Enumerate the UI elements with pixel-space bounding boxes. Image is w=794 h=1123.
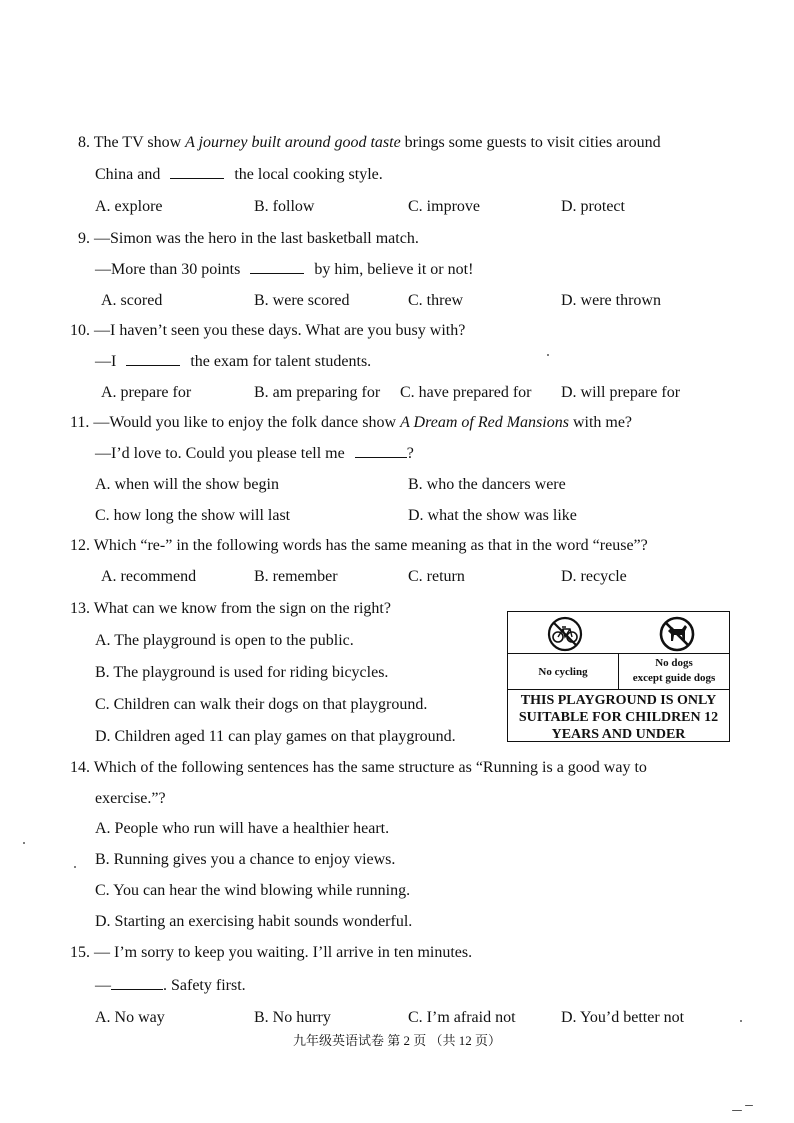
- option-8b: B. follow: [254, 198, 315, 215]
- question-14-stem-line2: exercise.”?: [95, 790, 166, 807]
- question-10-stem-line2: —I the exam for talent students.: [95, 353, 372, 370]
- option-15c: C. I’m afraid not: [408, 1009, 516, 1026]
- question-14-stem: 14. Which of the following sentences has the same structure as “Running is a good way to: [70, 759, 647, 776]
- sign-icons-row: [508, 612, 729, 654]
- option-14a: A. People who run will have a healthier heart.: [95, 820, 390, 837]
- option-8c: C. improve: [408, 198, 480, 215]
- option-15a: A. No way: [95, 1009, 165, 1026]
- question-12-stem: 12. Which “re-” in the following words has the same meaning as that in the word “reuse”?: [70, 537, 648, 554]
- option-15d: D. You’d better not: [561, 1009, 685, 1026]
- option-12b: B. remember: [254, 568, 338, 585]
- option-12d: D. recycle: [561, 568, 627, 585]
- no-cycling-icon: [546, 615, 584, 653]
- scan-speck: [74, 866, 76, 868]
- option-8a: A. explore: [95, 198, 163, 215]
- option-11b: B. who the dancers were: [408, 476, 566, 493]
- option-9c: C. threw: [408, 292, 464, 309]
- scan-speck: [740, 1020, 742, 1022]
- option-9b: B. were scored: [254, 292, 350, 309]
- option-14b: B. Running gives you a chance to enjoy views.: [95, 851, 396, 868]
- scan-speck: [745, 1105, 753, 1106]
- option-11c: C. how long the show will last: [95, 507, 291, 524]
- option-10b: B. am preparing for: [254, 384, 381, 401]
- answer-blank: [170, 165, 224, 179]
- answer-blank: [355, 444, 407, 458]
- option-12c: C. return: [408, 568, 465, 585]
- sign-notice: THIS PLAYGROUND IS ONLY SUITABLE FOR CHILDREN 12 YEARS AND UNDER: [518, 693, 719, 742]
- option-13d: D. Children aged 11 can play games on that playground.: [95, 728, 456, 745]
- option-14d: D. Starting an exercising habit sounds wonderful.: [95, 913, 413, 930]
- option-10d: D. will prepare for: [561, 384, 681, 401]
- question-15-stem: 15. — I’m sorry to keep you waiting. I’ll arrive in ten minutes.: [70, 944, 473, 961]
- answer-blank: [126, 352, 180, 366]
- question-8-stem-line2: China and the local cooking style.: [95, 166, 383, 183]
- scan-speck: [547, 354, 549, 356]
- question-11-stem-line2: —I’d love to. Could you please tell me ?: [95, 445, 414, 462]
- answer-blank: [250, 260, 304, 274]
- option-12a: A. recommend: [101, 568, 197, 585]
- option-14c: C. You can hear the wind blowing while running.: [95, 882, 411, 899]
- option-9a: A. scored: [101, 292, 163, 309]
- question-15-stem-line2: — . Safety first.: [95, 977, 246, 994]
- question-10-stem: 10. —I haven’t seen you these days. What are you busy with?: [70, 322, 466, 339]
- no-cycling-caption: No cycling: [508, 654, 619, 690]
- option-10a: A. prepare for: [101, 384, 192, 401]
- option-13b: B. The playground is used for riding bicycles.: [95, 664, 389, 681]
- answer-blank: [111, 976, 163, 990]
- show-title: A Dream of Red Mansions: [400, 414, 569, 431]
- no-dogs-caption: No dogs except guide dogs: [632, 657, 716, 684]
- question-8-stem: 8. The TV show A journey built around good taste brings some guests to visit cities around: [78, 134, 661, 151]
- no-dogs-icon: [658, 615, 696, 653]
- question-11-stem: 11. —Would you like to enjoy the folk dance show A Dream of Red Mansions with me?: [70, 414, 633, 431]
- option-11d: D. what the show was like: [408, 507, 577, 524]
- option-9d: D. were thrown: [561, 292, 661, 309]
- playground-sign: [507, 611, 730, 742]
- scan-speck: [23, 842, 25, 844]
- scan-speck: [732, 1110, 742, 1111]
- question-13-stem: 13. What can we know from the sign on the right?: [70, 600, 391, 617]
- option-10c: C. have prepared for: [400, 384, 532, 401]
- option-11a: A. when will the show begin: [95, 476, 279, 493]
- page-footer: 九年级英语试卷 第 2 页 （共 12 页）: [292, 1033, 501, 1048]
- option-13a: A. The playground is open to the public.: [95, 632, 354, 649]
- option-13c: C. Children can walk their dogs on that playground.: [95, 696, 428, 713]
- question-9-stem-line2: —More than 30 points by him, believe it or not!: [95, 261, 474, 278]
- question-9-stem: 9. —Simon was the hero in the last basketball match.: [78, 230, 419, 247]
- option-15b: B. No hurry: [254, 1009, 331, 1026]
- show-title: A journey built around good taste: [185, 134, 401, 151]
- option-8d: D. protect: [561, 198, 625, 215]
- sign-captions: [508, 654, 729, 690]
